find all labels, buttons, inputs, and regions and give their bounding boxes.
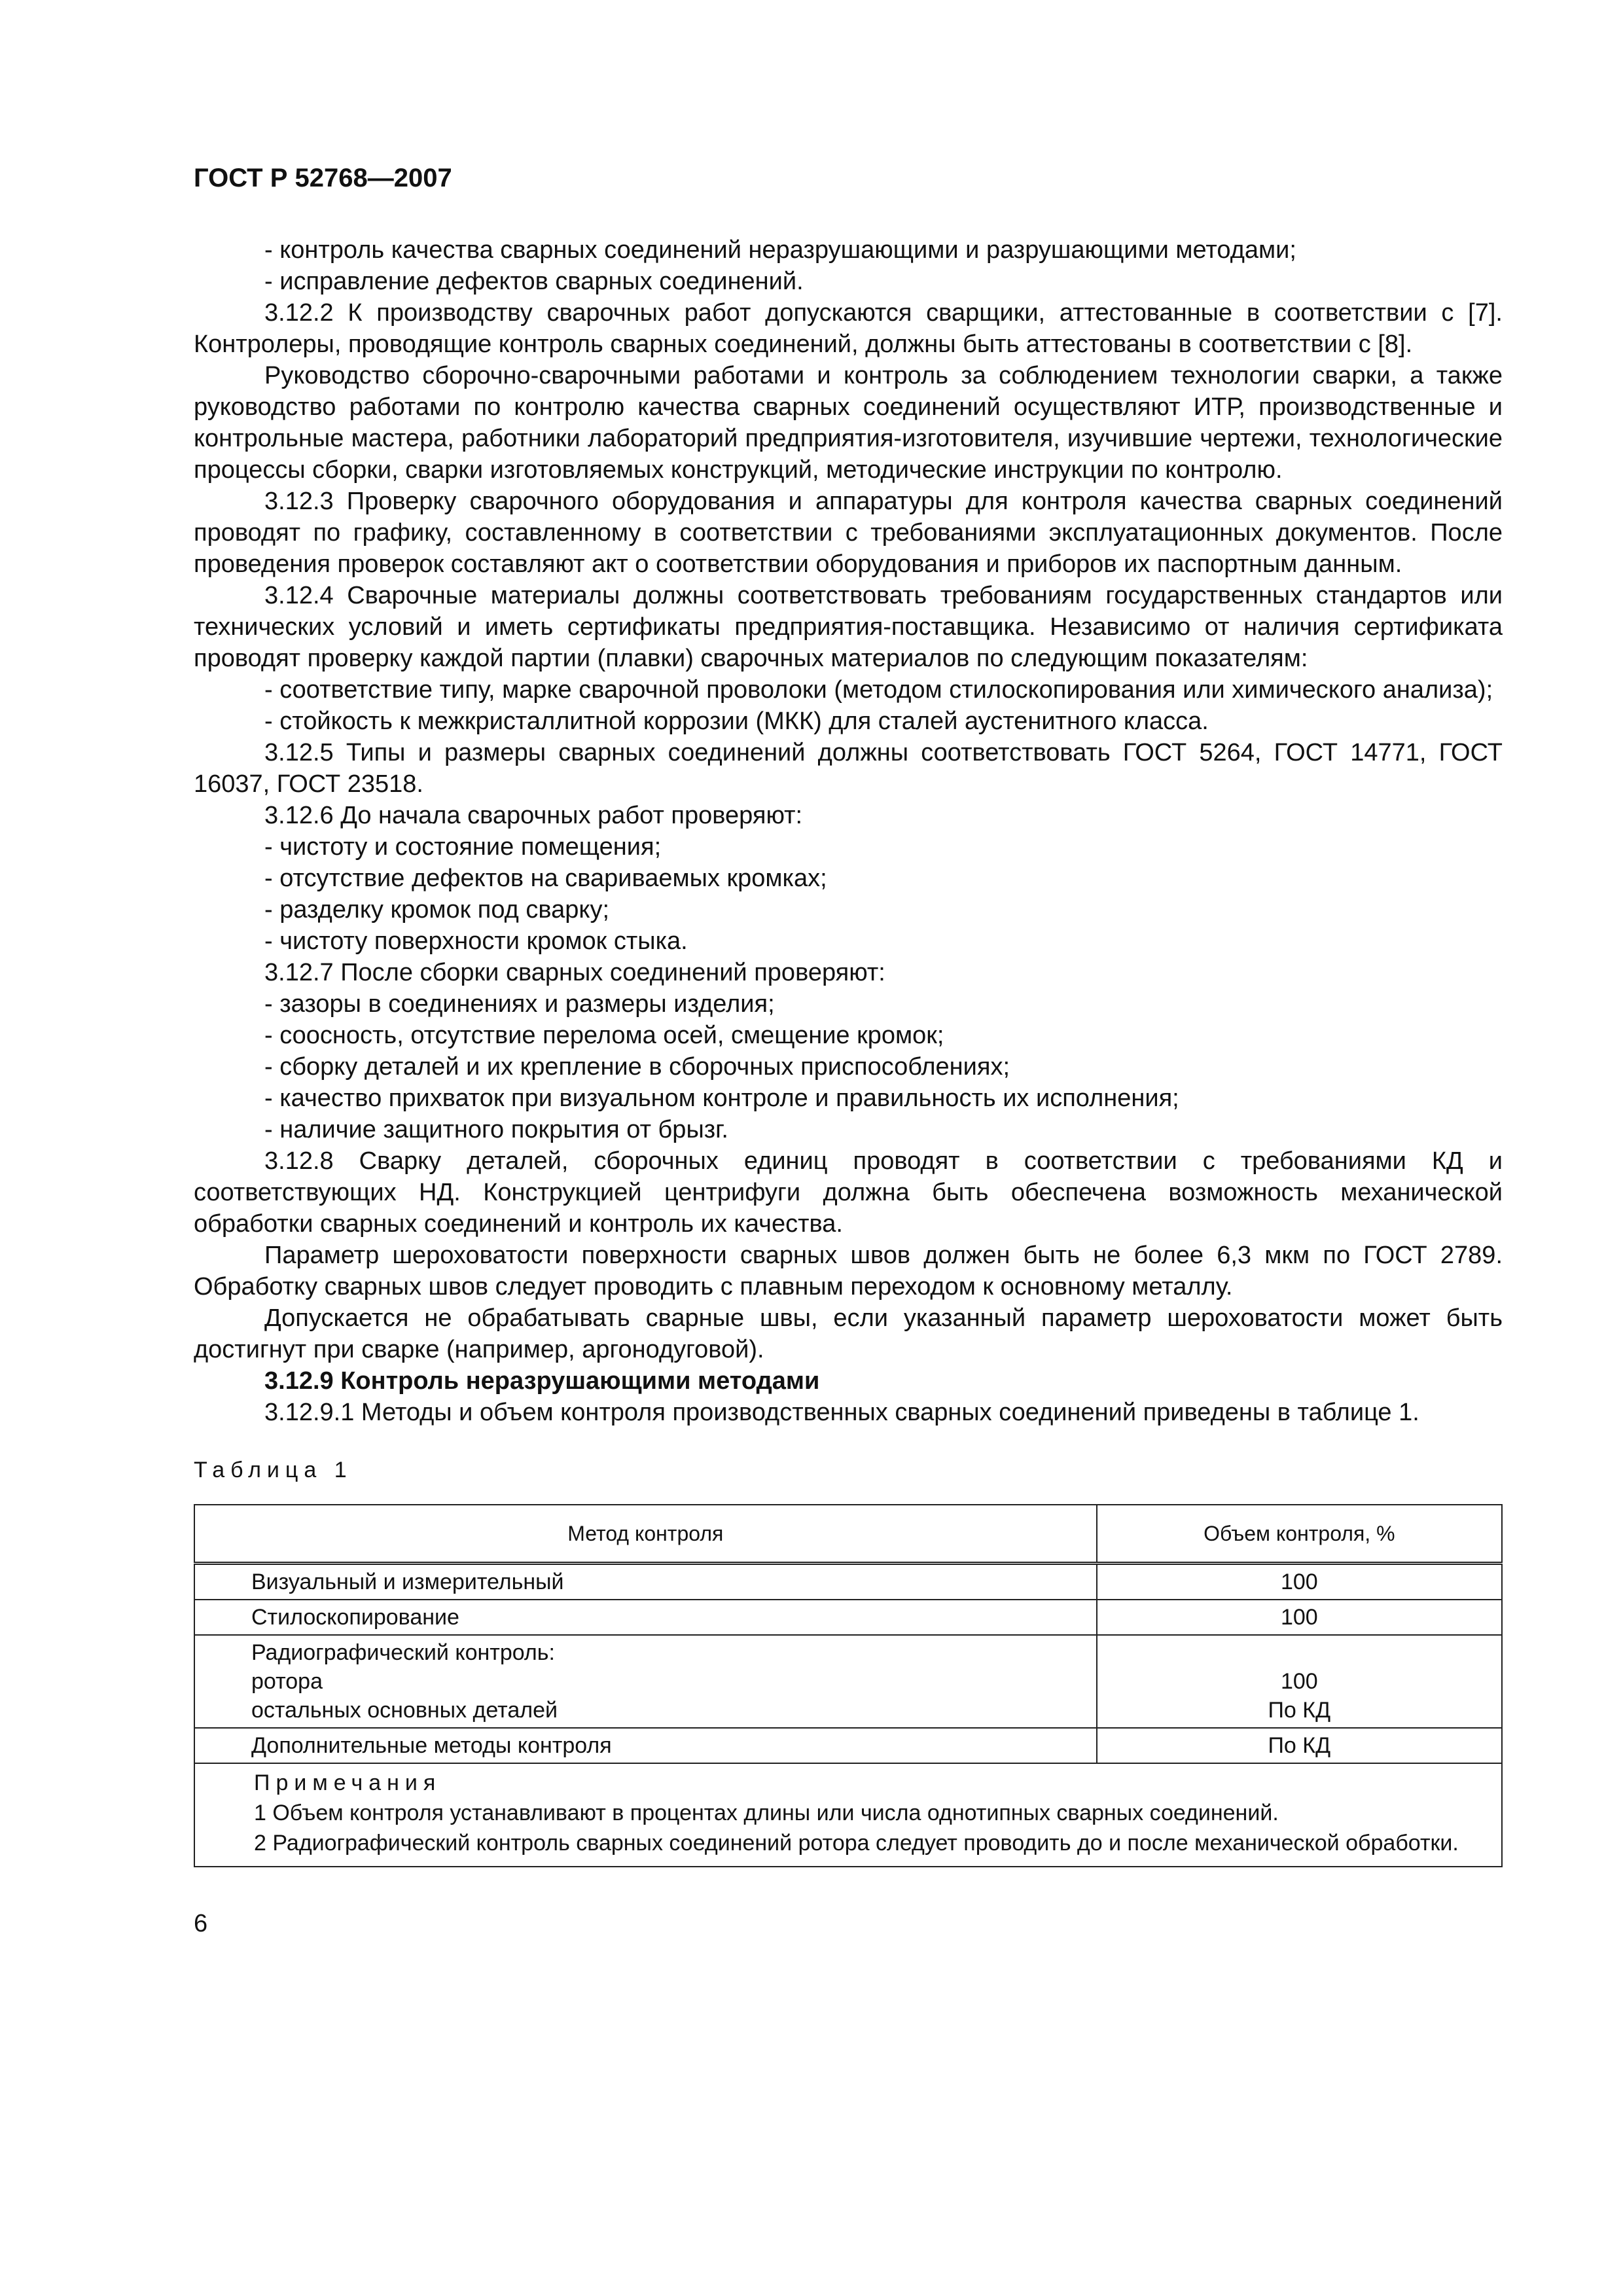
notes-title: Примечания [254,1770,442,1795]
table-note: 2 Радиографический контроль сварных соединений ротора следует проводить до и после механической обработки. [254,1831,1459,1856]
paragraph: 3.12.8 Сварку деталей, сборочных единиц проводят в соответствии с требованиями КД и соответствующих НД. Конструкцией центрифуги должна быть обеспечена возможность механической обработки сварных соединений и контроль их качества. [194,1147,1503,1238]
paragraph: - чистоту и состояние помещения; [264,833,662,861]
method-line: ротора [251,1669,323,1694]
paragraph: - разделку кромок под сварку; [264,896,610,924]
volume-cell [1097,1635,1502,1728]
volume-line: 100 [1280,1669,1318,1694]
control-table [194,1504,1503,1867]
table-notes [194,1763,1502,1867]
paragraph: 3.12.9 Контроль неразрушающими методами [264,1367,820,1395]
paragraph: - отсутствие дефектов на свариваемых кромках; [264,865,827,892]
method-line: Радиографический контроль: [251,1640,555,1665]
volume-cell [1097,1728,1502,1763]
table-row [194,1564,1502,1600]
paragraph: Руководство сборочно-сварочными работами и контроль за соблюдением технологии сварки, а также руководство работами по контролю качества сварных соединений осуществляют ИТР, производственные и контрольные мастера, работники лабораторий предприятия-изготовителя, изучившие чертежи, технологические процессы сборки, сварки изготовляемых конструкций, методические инструкции по контролю. [194,362,1503,484]
volume-line: По КД [1268,1698,1331,1723]
paragraph: 3.12.6 До начала сварочных работ проверяют: [264,802,803,829]
paragraph: 3.12.9.1 Методы и объем контроля производственных сварных соединений приведены в таблице 1. [264,1399,1419,1426]
paragraph: - наличие защитного покрытия от брызг. [264,1116,728,1143]
paragraph: - исправление дефектов сварных соединений. [264,268,804,295]
paragraph: - чистоту поверхности кромок стыка. [264,927,688,955]
page-number: 6 [194,1910,208,1937]
table-body [194,1564,1502,1764]
method-cell [194,1564,1097,1600]
paragraph: - соответствие типу, марке сварочной проволоки (методом стилоскопирования или химического анализа); [264,676,1493,704]
volume-line: По КД [1268,1733,1331,1758]
document-page [194,162,1503,1939]
table-notes-row [194,1763,1502,1867]
table-row [194,1600,1502,1635]
paragraph: Допускается не обрабатывать сварные швы, если указанный параметр шероховатости может быть достигнут при сварке (например, аргонодуговой). [194,1304,1503,1363]
paragraph: - зазоры в соединениях и размеры изделия; [264,990,775,1018]
column-header-method: Метод контроля [194,1505,1097,1564]
volume-cell [1097,1600,1502,1635]
table-caption: Таблица 1 [194,1458,353,1482]
table-note: 1 Объем контроля устанавливают в процентах длины или числа однотипных сварных соединений. [254,1801,1279,1825]
method-line: Стилоскопирование [251,1605,459,1630]
method-line: Дополнительные методы контроля [251,1733,612,1758]
paragraph: Параметр шероховатости поверхности сварных швов должен быть не более 6,3 мкм по ГОСТ 2789. Обработку сварных швов следует проводить с плавным переходом к основному металлу. [194,1242,1503,1300]
paragraph: 3.12.3 Проверку сварочного оборудования и аппаратуры для контроля качества сварных соединений проводят по графику, составленному в соответствии с требованиями эксплуатационных документов. После проведения проверок составляют акт о соответствии оборудования и приборов их паспортным данным. [194,488,1503,578]
paragraph: 3.12.5 Типы и размеры сварных соединений должны соответствовать ГОСТ 5264, ГОСТ 14771, ГОСТ 16037, ГОСТ 23518. [194,739,1503,798]
column-header-volume: Объем контроля, % [1097,1505,1502,1564]
document-id: ГОСТ Р 52768—2007 [194,164,452,192]
paragraph: 3.12.7 После сборки сварных соединений проверяют: [264,959,885,986]
volume-line: 100 [1280,1605,1318,1630]
body-text [194,234,1503,1428]
method-cell [194,1635,1097,1728]
paragraph: - качество прихваток при визуальном контроле и правильность их исполнения; [264,1085,1179,1112]
table-row [194,1635,1502,1728]
paragraph: - сборку деталей и их крепление в сборочных приспособлениях; [264,1053,1010,1081]
method-line: остальных основных деталей [251,1698,558,1723]
volume-line: 100 [1280,1570,1318,1594]
table-row [194,1728,1502,1763]
method-cell [194,1728,1097,1763]
method-cell [194,1600,1097,1635]
paragraph: 3.12.4 Сварочные материалы должны соответствовать требованиям государственных стандартов или технических условий и иметь сертификаты предприятия-поставщика. Независимо от наличия сертификата проводят проверку каждой партии (плавки) сварочных материалов по следующим показателям: [194,582,1503,672]
paragraph: - контроль качества сварных соединений неразрушающими и разрушающими методами; [264,236,1296,264]
method-line: Визуальный и измерительный [251,1570,564,1594]
table-header-row [194,1505,1502,1564]
volume-cell [1097,1564,1502,1600]
paragraph: 3.12.2 К производству сварочных работ допускаются сварщики, аттестованные в соответствии с [7]. Контролеры, проводящие контроль сварных соединений, должны быть аттестованы в соответствии с [8]. [194,299,1503,358]
paragraph: - стойкость к межкристаллитной коррозии (МКК) для сталей аустенитного класса. [264,708,1209,735]
notes-list [204,1798,1492,1858]
paragraph: - соосность, отсутствие перелома осей, смещение кромок; [264,1022,944,1049]
